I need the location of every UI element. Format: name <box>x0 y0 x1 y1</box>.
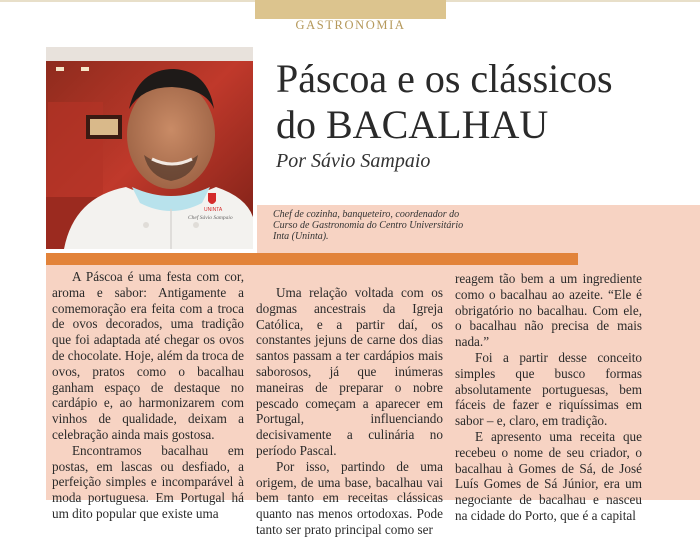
accent-bar <box>46 253 578 265</box>
paragraph: E apresento uma receita que recebeu o nome de seu criador, o bacalhau à Gomes de Sá, de José Luís Gomes de Sá Júnior, era um negociante de bacalhau e nasceu na cidade do Porto, que é a capital <box>455 428 642 523</box>
byline: Por Sávio Sampaio <box>276 150 431 172</box>
author-bio: Chef de cozinha, banqueteiro, coordenador do Curso de Gastronomia do Centro Universitário Inta (Uninta). <box>273 209 464 242</box>
paragraph: Encontramos bacalhau em postas, em lascas ou desfiado, a perfeição simples e incomparável à moda portuguesa. Em Portugal há um dito popular que existe uma <box>52 442 244 521</box>
paragraph: Por isso, partindo de uma origem, de uma base, bacalhau vai bem tanto em receitas clássicas quanto nas menos ortodoxas. Pode tanto ser prato principal como ser <box>256 458 443 537</box>
section-label: GASTRONOMIA <box>295 18 406 32</box>
logo-text: UNINTA <box>204 207 223 213</box>
chef-photo <box>46 47 253 249</box>
title-line-1: Páscoa e os clássicos <box>276 56 613 101</box>
paragraph: Uma relação voltada com os dogmas ancestrais da Igreja Católica, e a partir daí, os constantes jejuns de carne dos dias santos passam a ter cardápios mais saborosos, já que inúmeras maneiras de preparar o nobre pescado começam a aparecer em Portugal, influenciando decisivamente a culinária no período Pascal. <box>256 285 443 458</box>
article-title <box>276 56 696 148</box>
coat-name: Chef Sávio Sampaio <box>188 215 233 221</box>
column-3 <box>455 271 642 524</box>
paragraph: reagem tão bem a um ingrediente como o bacalhau ao azeite. “Ele é obrigatório no bacalhau. Com ele, o bacalhau não precisa de mais nada.” <box>455 271 642 350</box>
column-1 <box>52 269 244 522</box>
paragraph: Foi a partir desse conceito simples que busco formas absolutamente portuguesas, bem fáceis de fazer e riquíssimas em sabor – e, claro, em tradição. <box>455 349 642 429</box>
title-line-2: do BACALHAU <box>276 102 549 147</box>
section-tab <box>255 0 446 19</box>
paragraph: A Páscoa é uma festa com cor, aroma e sabor: Antigamente a comemoração era feita com a troca de ovos decorados, uma tradição que foi adaptada até chegar os ovos de chocolate. Hoje, além da troca de ovos, pratos como o bacalhau ganham espaço de destaque no cardápio e, ao harmonizarem com vinhos de qualidade, deixam a celebração ainda mais gostosa. <box>52 269 244 442</box>
